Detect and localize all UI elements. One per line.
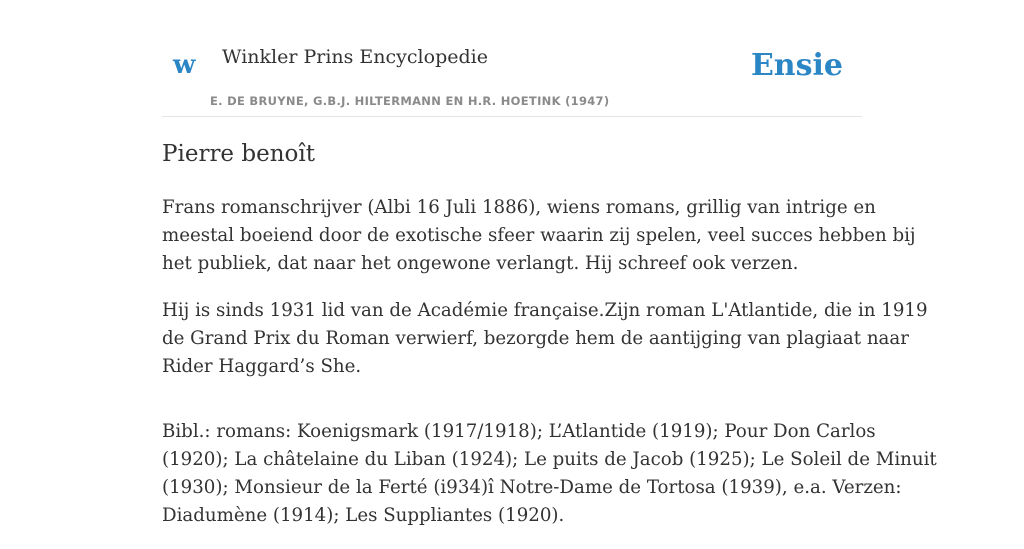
article-paragraph-1 <box>162 194 916 278</box>
article-title: Pierre benoît <box>162 141 315 167</box>
publication-title[interactable]: Winkler Prins Encyclopedie <box>222 46 488 68</box>
paragraph-line: Hij is sinds 1931 lid van de Académie française.Zijn roman L'Atlantide, die in 1919 <box>162 300 928 321</box>
paragraph-line: (1930); Monsieur de la Ferté (i934)î Notre-Dame de Tortosa (1939), e.a. Verzen: <box>162 477 902 498</box>
paragraph-line: de Grand Prix du Roman verwierf, bezorgde hem de aantijging van plagiaat naar <box>162 328 909 349</box>
publication-authors: E. DE BRUYNE, G.B.J. HILTERMANN EN H.R. HOETINK (1947) <box>210 94 610 108</box>
paragraph-line: (1920); La châtelaine du Liban (1924); Le puits de Jacob (1925); Le Soleil de Minuit <box>162 449 937 470</box>
bibliography-paragraph <box>162 418 937 530</box>
article-content <box>162 138 937 549</box>
site-header <box>162 30 862 117</box>
paragraph-line: Bibl.: romans: Koenigsmark (1917/1918); L’Atlantide (1919); Pour Don Carlos <box>162 421 876 442</box>
publication-logo-icon[interactable]: w <box>173 50 196 80</box>
brand-logo-link[interactable]: Ensie <box>750 48 843 83</box>
article-paragraph-2 <box>162 297 928 381</box>
paragraph-line: Rider Haggard’s She. <box>162 356 362 377</box>
paragraph-line: Frans romanschrijver (Albi 16 Juli 1886), wiens romans, grillig van intrige en <box>162 197 876 218</box>
paragraph-line: het publiek, dat naar het ongewone verlangt. Hij schreef ook verzen. <box>162 253 799 274</box>
paragraph-line: Diadumène (1914); Les Suppliantes (1920). <box>162 505 565 526</box>
paragraph-line: meestal boeiend door de exotische sfeer waarin zij spelen, veel succes hebben bij <box>162 225 916 246</box>
